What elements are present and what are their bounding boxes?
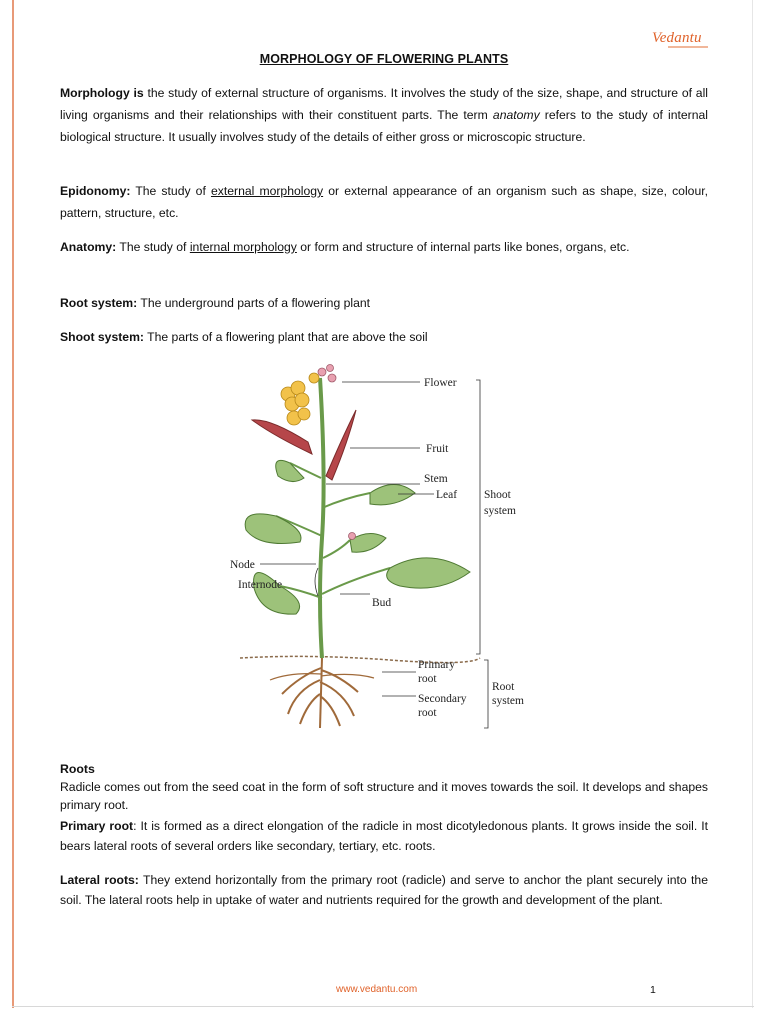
label-flower: Flower bbox=[424, 377, 457, 389]
morphology-paragraph bbox=[60, 82, 708, 148]
shoot-system-term: Shoot system: bbox=[60, 330, 144, 344]
shoot-system-text: The parts of a flowering plant that are above the soil bbox=[143, 330, 428, 344]
label-shoot-system-1: Shoot bbox=[484, 489, 511, 501]
anatomy-paragraph bbox=[60, 236, 708, 258]
label-secondary-root-1: Secondary bbox=[418, 693, 467, 705]
epidonomy-underlined: external morphology bbox=[210, 184, 324, 198]
label-shoot-system-2: system bbox=[484, 505, 516, 517]
morphology-text-2: refers to the study of internal biological structure. It usually involves study of the details of either gross or microscopic structure. bbox=[60, 108, 709, 144]
label-bud: Bud bbox=[372, 597, 392, 609]
label-root-system-1: Root bbox=[492, 681, 515, 693]
anatomy-italic-word: anatomy bbox=[492, 108, 540, 122]
label-leaf: Leaf bbox=[436, 489, 458, 501]
label-primary-root-1: Primary bbox=[418, 659, 456, 671]
epidonomy-text-post: or external appearance of an organism such as shape, size, colour, pattern, structure, etc. bbox=[60, 184, 708, 220]
roots-paragraph: Radicle comes out from the seed coat in the form of soft structure and it moves towards the soil. It develops and shapes primary root. bbox=[60, 780, 708, 812]
bottom-margin-rule bbox=[12, 1006, 754, 1007]
logo-underline bbox=[668, 46, 708, 48]
label-root-system-2: system bbox=[492, 695, 524, 707]
footer-website-link[interactable]: www.vedantu.com bbox=[336, 984, 418, 995]
roots-heading: Roots bbox=[60, 762, 95, 776]
lateral-roots-text: They extend horizontally from the primary root (radicle) and serve to anchor the plant securely into the soil. The lateral roots help in uptake of water and nutrients required for the growth and development of the plant. bbox=[60, 873, 708, 907]
morphology-term: Morphology is bbox=[60, 86, 144, 100]
primary-root-term: Primary root bbox=[60, 819, 134, 833]
anatomy-text-post: or form and structure of internal parts like bones, organs, etc. bbox=[296, 240, 630, 254]
primary-root-text: : It is formed as a direct elongation of the radicle in most dicotyledonous plants. It grows inside the soil. It bears lateral roots of several orders like secondary, tertiary, etc. roots. bbox=[60, 819, 708, 853]
anatomy-underlined: internal morphology bbox=[189, 240, 297, 254]
label-node: Node bbox=[230, 559, 255, 571]
vedantu-logo: Vedantu bbox=[652, 30, 702, 46]
epidonomy-paragraph bbox=[60, 180, 708, 224]
page-title: MORPHOLOGY OF FLOWERING PLANTS bbox=[259, 52, 509, 66]
flowering-plant-diagram bbox=[230, 358, 550, 738]
primary-root-paragraph bbox=[60, 816, 708, 856]
morphology-text-1: the study of external structure of organisms. It involves the study of the size, shape, and structure of all living organisms and their relationships with their constituent parts. The term bbox=[60, 86, 708, 122]
epidonomy-text-pre: The study of bbox=[130, 184, 211, 198]
epidonomy-term: Epidonomy: bbox=[60, 184, 131, 198]
anatomy-text-pre: The study of bbox=[116, 240, 190, 254]
lateral-roots-term: Lateral roots: bbox=[60, 873, 139, 887]
shoot-system-paragraph bbox=[60, 326, 708, 348]
left-margin-rule bbox=[12, 0, 14, 1008]
root-system-term: Root system: bbox=[60, 296, 138, 310]
page-number: 1 bbox=[650, 984, 656, 996]
flowers bbox=[281, 373, 319, 425]
label-stem: Stem bbox=[424, 473, 448, 485]
anatomy-term: Anatomy: bbox=[60, 240, 117, 254]
label-primary-root-2: root bbox=[418, 673, 437, 685]
lateral-roots-paragraph bbox=[60, 870, 708, 910]
label-secondary-root-2: root bbox=[418, 707, 437, 719]
root-illustration bbox=[270, 658, 374, 728]
label-fruit: Fruit bbox=[426, 443, 449, 455]
label-internode: Internode bbox=[238, 579, 283, 591]
plant-stem bbox=[320, 378, 324, 658]
right-margin-rule bbox=[752, 0, 753, 1008]
root-system-paragraph bbox=[60, 292, 708, 314]
root-system-text: The underground parts of a flowering plant bbox=[137, 296, 371, 310]
